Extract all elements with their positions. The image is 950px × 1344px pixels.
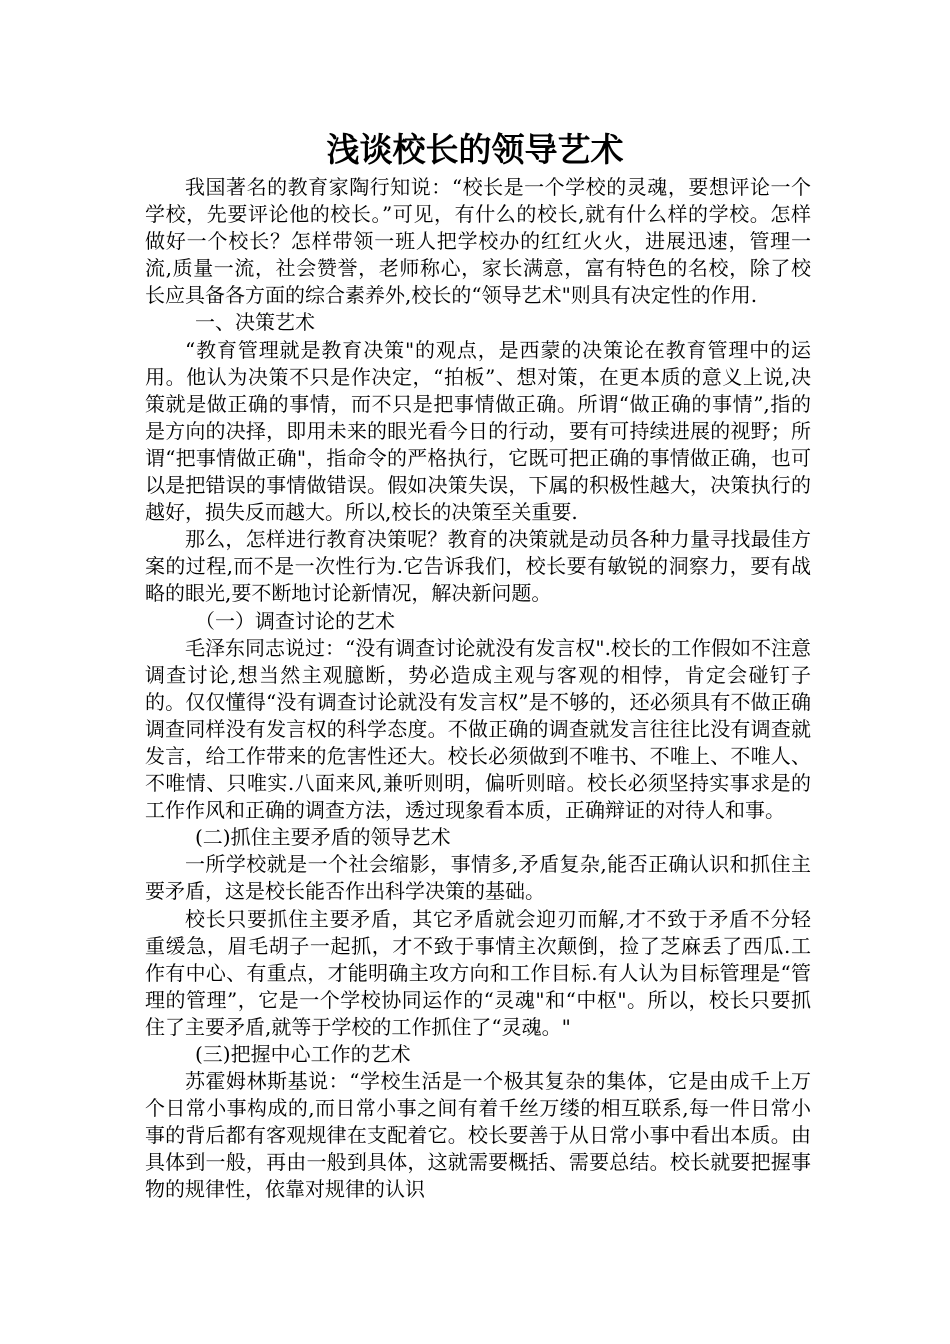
paragraph: 我国著名的教育家陶行知说：“校长是一个学校的灵魂，要想评论一个学校，先要评论他的校长。”可见，有什么的校长,就有什么样的学校。怎样做好一个校长？怎样带领一班人把学校办的红红火火，进展迅速，管理一流,质量一流，社会赞誉，老师称心，家长满意，富有特色的名校，除了校长应具备各方面的综合素养外,校长的“领导艺术"则具有决定性的作用.: [145, 175, 811, 308]
paragraph: 那么，怎样进行教育决策呢？教育的决策就是动员各种力量寻找最佳方案的过程,而不是一次性行为.它告诉我们，校长要有敏锐的洞察力，要有战略的眼光,要不断地讨论新情况，解决新问题。: [145, 527, 811, 606]
subsection-heading: （一）调查讨论的艺术: [195, 608, 395, 633]
document-title: 浅谈校长的领导艺术: [326, 130, 624, 169]
paragraph: 校长只要抓住主要矛盾，其它矛盾就会迎刃而解,才不致于矛盾不分轻重缓急，眉毛胡子一起抓，才不致于事情主次颠倒，捡了芝麻丢了西瓜.工作有中心、有重点，才能明确主攻方向和工作目标.有人认为目标管理是“管理的管理”，它是一个学校协同运作的“灵魂"和“中枢"。所以，校长只要抓住了主要矛盾,就等于学校的工作抓住了“灵魂。": [145, 906, 811, 1039]
section-heading: 一、决策艺术: [195, 310, 315, 335]
paragraph: 毛泽东同志说过：“没有调查讨论就没有发言权".校长的工作假如不注意调查讨论,想当然主观臆断，势必造成主观与客观的相悖，肯定会碰钉子的。仅仅懂得“没有调查讨论就没有发言权”是不够的，还必须具有不做正确调查同样没有发言权的科学态度。不做正确的调查就发言往往比没有调查就发言，给工作带来的危害性还大。校长必须做到不唯书、不唯上、不唯人、不唯情、只唯实.八面来风,兼听则明，偏听则暗。校长必须坚持实事求是的工作作风和正确的调查方法，透过现象看本质，正确辩证的对待人和事。: [145, 635, 811, 823]
paragraph: “教育管理就是教育决策"的观点，是西蒙的决策论在教育管理中的运用。他认为决策不只是作决定，“拍板”、想对策，在更本质的意义上说,决策就是做正确的事情，而不只是把事情做正确。所谓“做正确的事情”,指的是方向的决择，即用未来的眼光看今日的行动，要有可持续进展的视野；所谓“把事情做正确"，指命令的严格执行，它既可把正确的事情做正确，也可以是把错误的事情做错误。假如决策失误，下属的积极性越大，决策执行的越好，损失反而越大。所以,校长的决策至关重要.: [145, 337, 811, 525]
document-body: [145, 174, 811, 1204]
subsection-heading: (二)抓住主要矛盾的领导艺术: [195, 825, 451, 850]
subsection-heading: (三)把握中心工作的艺术: [195, 1042, 411, 1066]
paragraph: 苏霍姆林斯基说：“学校生活是一个极其复杂的集体，它是由成千上万个日常小事构成的,而日常小事之间有着千丝万缕的相互联系,每一件日常小事的背后都有客观规律在支配着它。校长要善于从日常小事中看出本质。由具体到一般，再由一般到具体，这就需要概括、需要总结。校长就要把握事物的规律性，依靠对规律的认识: [145, 1069, 811, 1202]
paragraph: 一所学校就是一个社会缩影，事情多,矛盾复杂,能否正确认识和抓住主要矛盾，这是校长能否作出科学决策的基础。: [145, 852, 811, 904]
